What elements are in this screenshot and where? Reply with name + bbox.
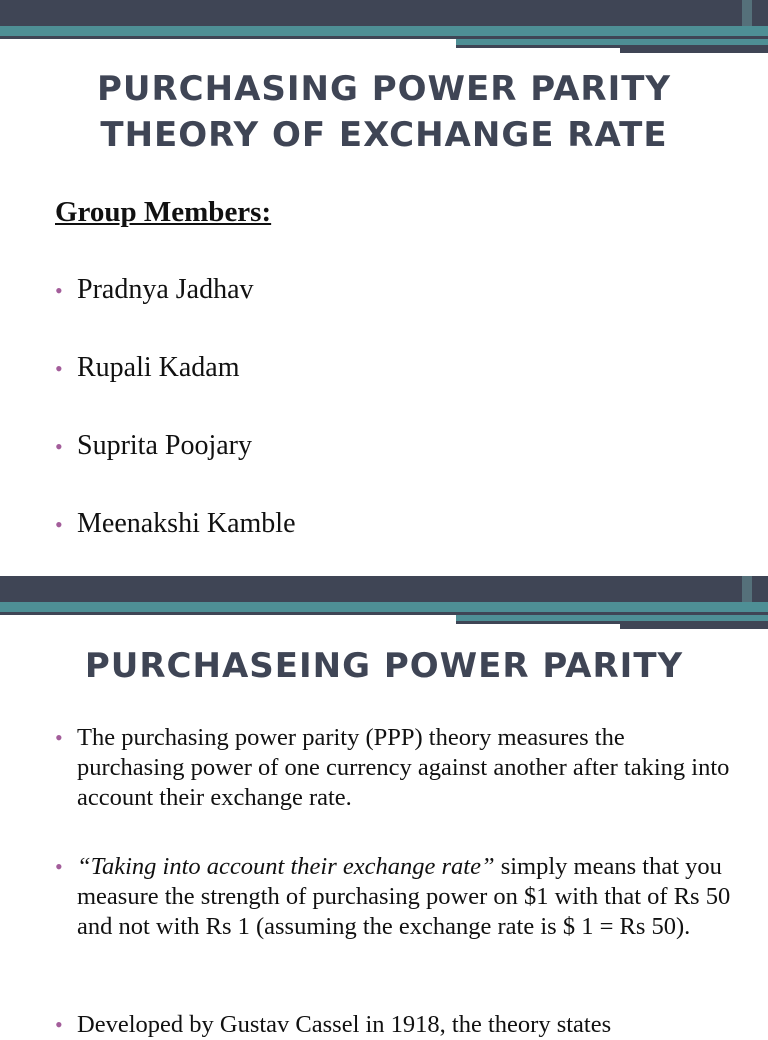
group-members-heading: Group Members: — [55, 196, 272, 228]
italic-phrase: “Taking into account their exchange rate” — [77, 853, 495, 880]
member-item — [55, 352, 240, 384]
paragraph-text: Developed by Gustav Cassel in 1918, the theory states — [77, 1011, 612, 1038]
paragraph-rest: simply means that you measure the strength of purchasing power on $1 with that of Rs 50 and not with Rs 1 (assuming the exchange rate is $ 1 = Rs 50). — [77, 853, 731, 940]
member-name: Rupali Kadam — [77, 352, 240, 383]
bullet-icon: • — [55, 512, 63, 537]
bullet-icon: • — [55, 434, 63, 459]
header-banner — [0, 576, 768, 632]
bullet-paragraph — [55, 723, 745, 813]
bullet-icon: • — [55, 1012, 63, 1037]
member-name: Meenakshi Kamble — [77, 508, 296, 539]
bullet-icon: • — [55, 278, 63, 303]
member-name: Suprita Poojary — [77, 430, 252, 461]
title-line-2: THEORY OF EXCHANGE RATE — [100, 115, 668, 155]
slide-title-heading — [0, 66, 768, 158]
bullet-icon: • — [55, 725, 63, 750]
member-item — [55, 274, 254, 306]
bullet-icon: • — [55, 854, 63, 879]
header-banner — [0, 0, 768, 56]
bullet-paragraph — [55, 1010, 745, 1040]
member-item — [55, 430, 252, 462]
paragraph-text: The purchasing power parity (PPP) theory measures the purchasing power of one currency against another after taking into account their exchange rate. — [77, 724, 730, 811]
bullet-paragraph — [55, 852, 745, 942]
bullet-icon: • — [55, 356, 63, 381]
member-item — [55, 508, 296, 540]
slide-ppp-heading: PURCHASEING POWER PARITY — [84, 646, 684, 686]
title-line-1: PURCHASING POWER PARITY — [96, 69, 672, 109]
paragraph-text — [77, 852, 737, 942]
member-name: Pradnya Jadhav — [77, 274, 254, 305]
slide-ppp — [0, 576, 768, 1038]
